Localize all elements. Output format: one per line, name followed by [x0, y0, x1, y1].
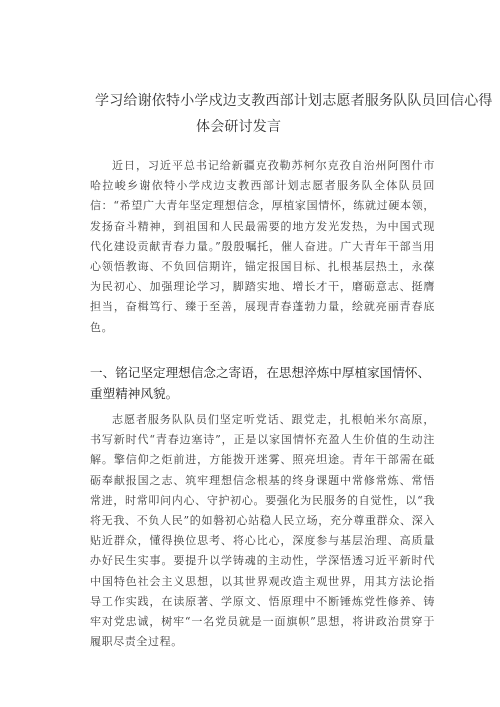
document-title-line1: 学习给谢依特小学戍边支教西部计划志愿者服务队队员回信心得	[95, 93, 493, 109]
paragraph-intro: 近日，习近平总书记给新疆克孜勒苏柯尔克孜自治州阿图什市哈拉峻乡谢依特小学戍边支教西部计划志愿者服务队全体队员回信：“希望广大青年坚定理想信念，厚植家国情怀，练就过硬本领，发扬奋斗精神，到祖国和人民最需要的地方发光发热，为中国式现代化建设贡献青春力量。”殷殷嘱托，催人奋进。广大青年干部当用心领悟教诲、不负回信期许，锚定报国目标、扎根基层热土，永葆为民初心、加强理论学习，脚踏实地、增长才干，磨砺意志、挺膺担当，奋楫笃行、臻于至善，展现青春蓬勃力量，绘就亮丽青春底色。	[90, 159, 435, 334]
section-heading-1: 一、铭记坚定理想信念之寄语，在思想淬炼中厚植家国情怀、重塑精神风貌。	[90, 365, 431, 401]
document-title-line2: 体会研讨发言	[196, 119, 282, 135]
paragraph-section-1: 志愿者服务队队员们坚定听党话、跟党走，扎根帕米尔高原，书写新时代“青春边塞诗”，正是以家国情怀充盈人生价值的生动注解。擎信仰之炬前进，方能拨开迷雾、照亮坦途。青年干部需在砥砺奉献报国之志、筑牢理想信念根基的终身课题中常修常炼、常悟常进，时常叩问内心、守护初心。要强化为民服务的自觉性，以“我将无我、不负人民”的如磐初心站稳人民立场，充分尊重群众、深入贴近群众，懂得换位思考、将心比心，深度参与基层治理、高质量办好民生实事。要提升以学铸魂的主动性，学深悟透习近平新时代中国特色社会主义思想，以其世界观改造主观世界，用其方法论指导工作实践，在读原著、学原文、悟原理中不断锤炼党性修养、铸牢对党忠诚，树牢“一名党员就是一面旗帜”思想，将讲政治贯穿于履职尽责全过程。	[90, 413, 435, 649]
